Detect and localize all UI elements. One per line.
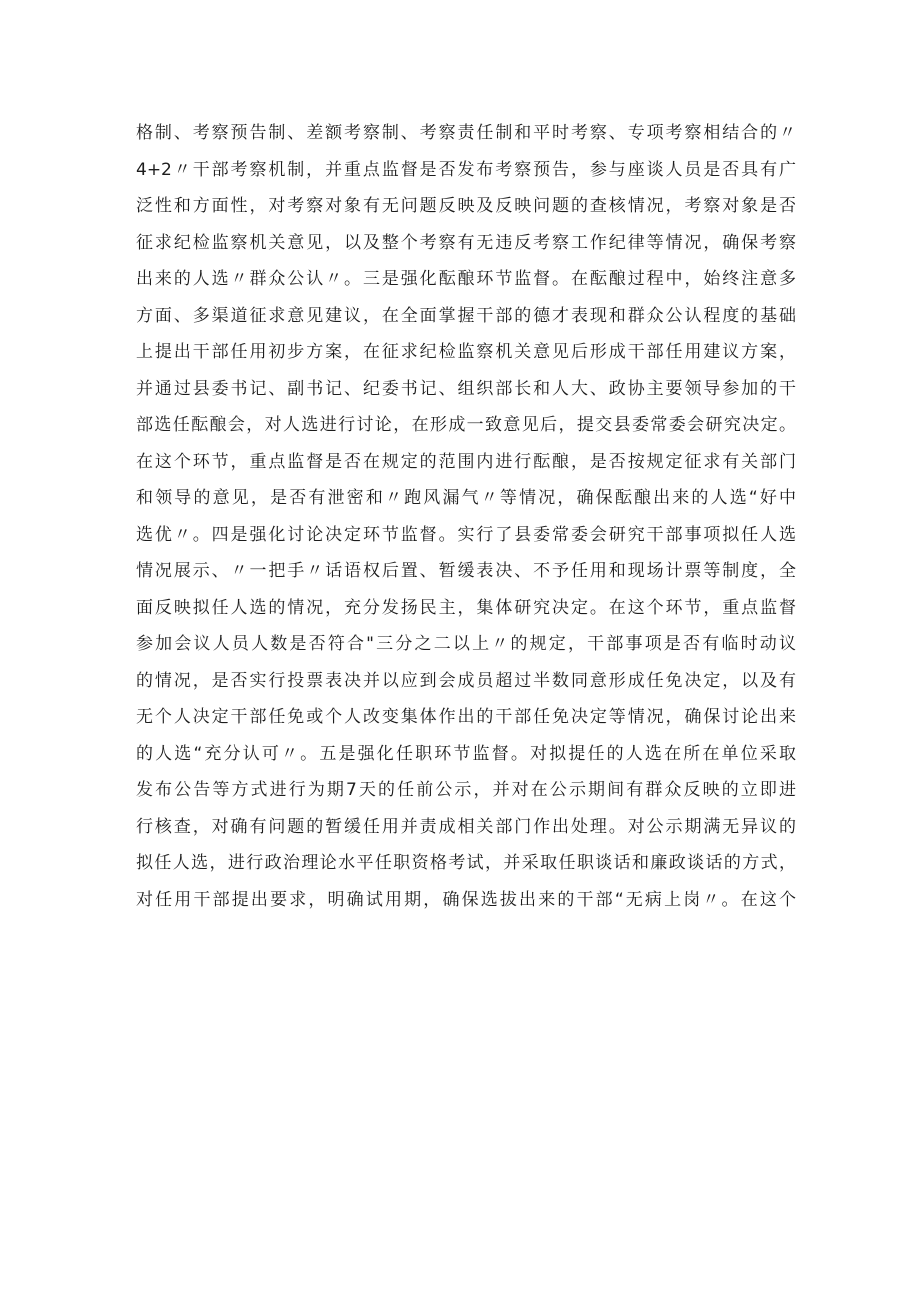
text-line-10: 在这个环节，重点监督是否在规定的范围内进行酝酿，是否按规定征求有关部门 [136, 451, 796, 472]
text-line-15: 参加会议人员人数是否符合"三分之二以上〃的规定，干部事项是否有临时动议 [136, 634, 796, 654]
text-line-20: 行核查，对确有问题的暂缓任用并责成相关部门作出处理。对公示期满无异议的 [136, 816, 796, 837]
text-line-4: 征求纪检监察机关意见，以及整个考察有无违反考察工作纪律等情况，确保考察 [136, 232, 796, 253]
text-line-21: 拟任人选，进行政治理论水平任职资格考试，并采取任职谈话和廉政谈话的方式， [136, 853, 796, 873]
text-line-2: 4+2〃干部考察机制，并重点监督是否发布考察预告，参与座谈人员是否具有广 [136, 159, 796, 180]
text-line-19: 发布公告等方式进行为期7天的任前公示，并对在公示期间有群众反映的立即进 [136, 780, 796, 800]
text-line-11: 和领导的意见，是否有泄密和〃跑风漏气〃等情况，确保酝酿出来的人选“好中 [136, 488, 796, 508]
text-line-6: 方面、多渠道征求意见建议，在全面掌握干部的德才表现和群众公认程度的基础 [136, 305, 796, 326]
text-line-5: 出来的人选〃群众公认〃。三是强化酝酿环节监督。在酝酿过程中，始终注意多 [136, 269, 796, 289]
body-paragraph [136, 115, 796, 918]
text-line-17: 无个人决定干部任免或个人改变集体作出的干部任免决定等情况，确保讨论出来 [136, 707, 796, 727]
text-line-8: 并通过县委书记、副书记、纪委书记、组织部长和人大、政协主要领导参加的干 [136, 378, 796, 399]
text-line-22: 对任用干部提出要求，明确试用期，确保选拔出来的干部“无病上岗〃。在这个 [136, 889, 796, 910]
text-line-7: 上提出干部任用初步方案，在征求纪检监察机关意见后形成干部任用建议方案， [136, 342, 796, 362]
text-line-13: 情况展示、〃一把手〃话语权后置、暂缓表决、不予任用和现场计票等制度，全 [136, 561, 796, 581]
text-line-1: 格制、考察预告制、差额考察制、考察责任制和平时考察、专项考察相结合的〃 [136, 123, 796, 143]
text-line-9: 部选任酝酿会，对人选进行讨论，在形成一致意见后，提交县委常委会研究决定。 [136, 415, 796, 435]
text-line-12: 选优〃。四是强化讨论决定环节监督。实行了县委常委会研究干部事项拟任人选 [136, 524, 796, 545]
text-line-16: 的情况，是否实行投票表决并以应到会成员超过半数同意形成任免决定，以及有 [136, 670, 796, 691]
text-line-14: 面反映拟任人选的情况，充分发扬民主，集体研究决定。在这个环节，重点监督 [136, 597, 796, 618]
text-line-3: 泛性和方面性，对考察对象有无问题反映及反映问题的查核情况，考察对象是否 [136, 196, 796, 216]
text-line-18: 的人选“充分认可〃。五是强化任职环节监督。对拟提任的人选在所在单位采取 [136, 743, 796, 764]
